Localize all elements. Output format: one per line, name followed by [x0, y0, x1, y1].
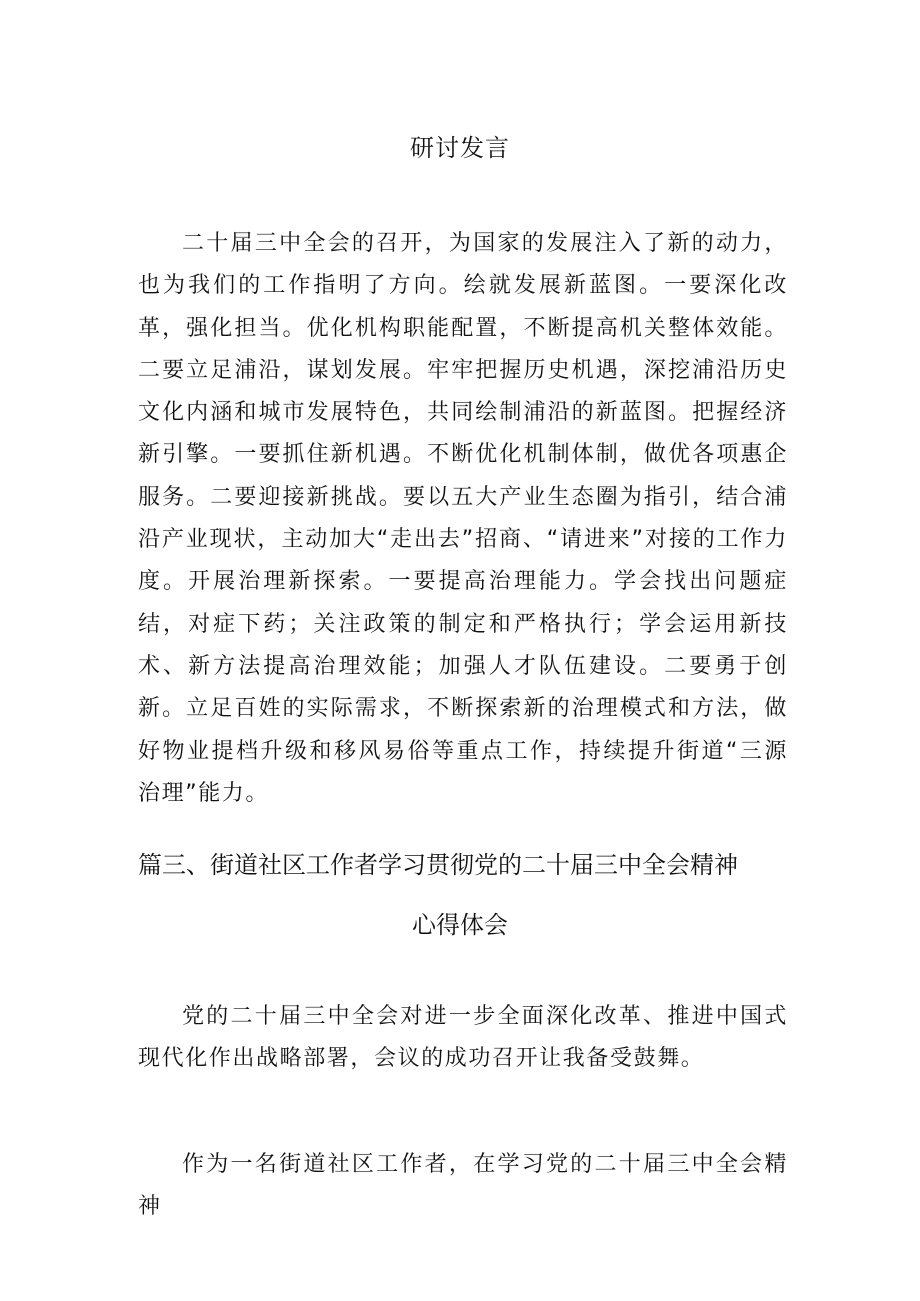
- article-heading-line-1: 篇三、街道社区工作者学习贯彻党的二十届三中全会精神: [138, 851, 738, 879]
- section-title: 研讨发言: [410, 134, 510, 162]
- body-paragraph-3: 作为一名街道社区工作者，在学习党的二十届三中全会精神: [138, 1152, 788, 1220]
- body-paragraph-2: 党的二十届三中全会对进一步全面深化改革、推进中国式现代化作出战略部署，会议的成功召开让我备受鼓舞。: [138, 1004, 788, 1072]
- article-heading-line-2: 心得体会: [412, 911, 508, 939]
- body-paragraph-1: 二十届三中全会的召开，为国家的发展注入了新的动力，也为我们的工作指明了方向。绘就发展新蓝图。一要深化改革，强化担当。优化机构职能配置，不断提高机关整体效能。二要立足浦沿，谋划发展。牢牢把握历史机遇，深挖浦沿历史文化内涵和城市发展特色，共同绘制浦沿的新蓝图。把握经济新引擎。一要抓住新机遇。不断优化机制体制，做优各项惠企服务。二要迎接新挑战。要以五大产业生态圈为指引，结合浦沿产业现状，主动加大“走出去”招商、“请进来”对接的工作力度。开展治理新探索。一要提高治理能力。学会找出问题症结，对症下药；关注政策的制定和严格执行；学会运用新技术、新方法提高治理效能；加强人才队伍建设。二要勇于创新。立足百姓的实际需求，不断探索新的治理模式和方法，做好物业提档升级和移风易俗等重点工作，持续提升街道“三源治理”能力。: [138, 231, 788, 806]
